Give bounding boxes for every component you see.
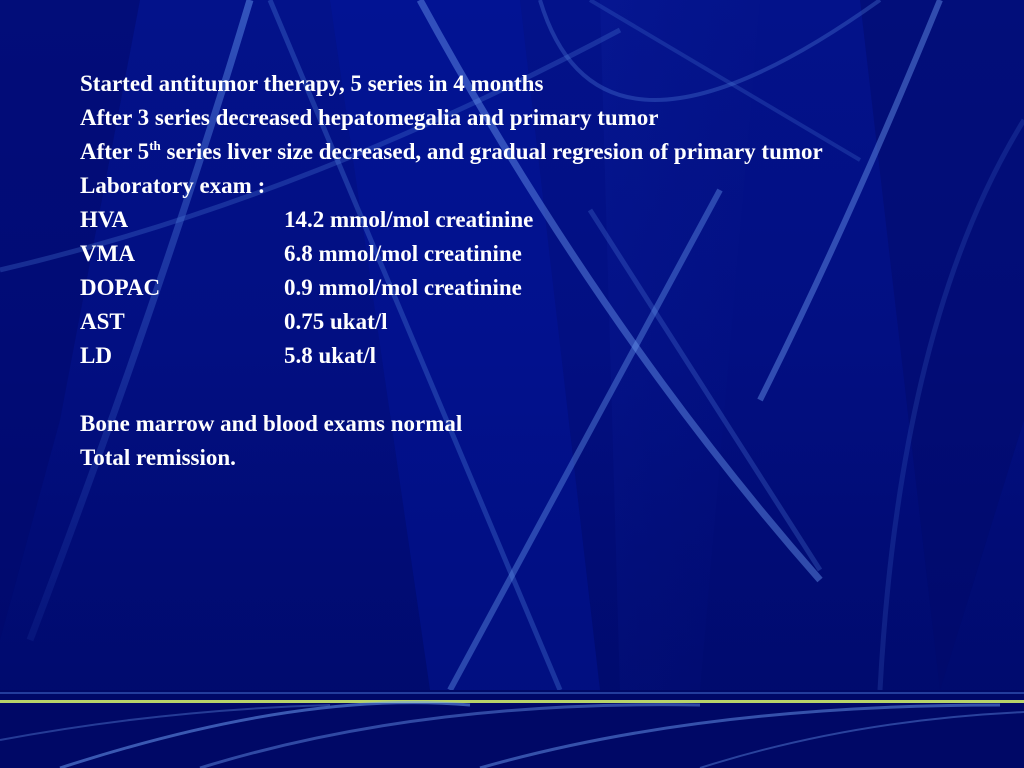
after-5-suffix: series liver size decreased, and gradual regresion of primary tumor (160, 139, 823, 164)
lab-row-vma (80, 237, 960, 271)
lab-row-dopac (80, 271, 960, 305)
lab-value: 5.8 ukat/l (284, 343, 377, 368)
lab-label: HVA (80, 207, 129, 232)
lab-value: 6.8 mmol/mol creatinine (284, 241, 522, 266)
lab-label: VMA (80, 241, 135, 266)
lab-value: 14.2 mmol/mol creatinine (284, 207, 534, 232)
blank-line (80, 373, 960, 407)
lab-label: LD (80, 343, 112, 368)
slide-body (80, 67, 960, 475)
remission-text: Total remission. (80, 445, 236, 470)
lab-label: AST (80, 309, 125, 334)
after-3-series-text: After 3 series decreased hepatomegalia and primary tumor (80, 105, 659, 130)
bone-marrow-text: Bone marrow and blood exams normal (80, 411, 463, 436)
lab-exam-heading: Laboratory exam : (80, 173, 266, 198)
lab-row-hva (80, 203, 960, 237)
lab-label: DOPAC (80, 275, 161, 300)
therapy-started-text: Started antitumor therapy, 5 series in 4 months (80, 71, 544, 96)
lab-value: 0.75 ukat/l (284, 309, 388, 334)
after-5th-series-text (80, 135, 940, 169)
after-5-prefix: After 5 (80, 139, 150, 164)
lab-row-ld (80, 339, 960, 373)
lab-row-ast (80, 305, 960, 339)
lab-value: 0.9 mmol/mol creatinine (284, 275, 522, 300)
superscript-th: th (149, 138, 161, 153)
